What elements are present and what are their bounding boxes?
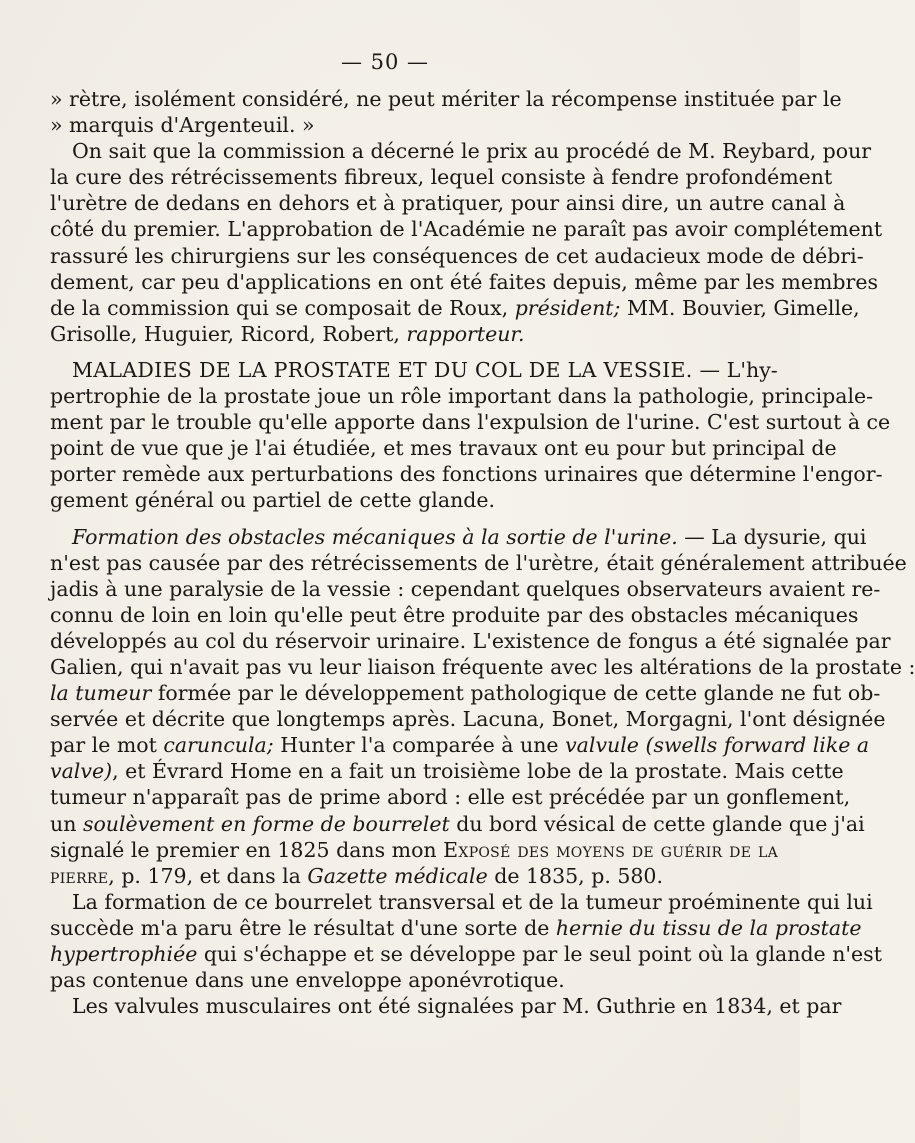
italic-term: valve)	[50, 759, 113, 784]
text-line: » rètre, isolément considéré, ne peut mériter la récompense instituée par le	[50, 87, 842, 111]
italic-term: la tumeur	[50, 681, 152, 706]
text-run: L'hy-	[720, 357, 778, 382]
text-line: pas contenue dans une enveloppe aponévrotique.	[50, 968, 565, 993]
text-line	[50, 837, 779, 863]
text-line: servée et décrite que longtemps après. Lacuna, Bonet, Morgagni, l'ont désignée	[50, 707, 886, 732]
text-line	[50, 915, 862, 941]
text-line	[50, 863, 722, 889]
text-run: formée par le développement pathologique de cette glande ne fut ob-	[151, 681, 881, 706]
text-run: , et Évrard Home en a fait un troisième lobe de la prostate. Mais cette	[112, 759, 844, 784]
text-run: de la commission qui se composait de Roux,	[50, 295, 515, 320]
text-line	[50, 732, 870, 758]
italic-term: caruncula;	[163, 733, 274, 758]
text-run: par le mot	[50, 733, 164, 758]
italic-term: hypertrophiée	[50, 942, 198, 966]
text-line: tumeur n'apparaît pas de prime abord : elle est précédée par un gonflement,	[50, 785, 851, 810]
text-run: du bord vésical de cette glande que j'ai	[449, 811, 865, 836]
members-text: MM. Bouvier, Gimelle,	[620, 295, 860, 320]
text-line: côté du premier. L'approbation de l'Académie ne paraît pas avoir complétement	[50, 217, 883, 242]
paragraph-gap	[50, 347, 722, 357]
italic-term: soulèvement en forme de bourrelet	[82, 811, 450, 836]
italic-term: (swells forward like a	[645, 733, 870, 758]
text-run: , p. 179, et dans la	[108, 863, 308, 888]
text-line: pertrophie de la prostate joue un rôle important dans la pathologie, principale-	[50, 384, 874, 409]
president-label: président;	[514, 295, 621, 320]
paragraph-prostate	[50, 357, 891, 514]
text-line	[50, 680, 881, 706]
italic-term: valvule	[565, 733, 639, 758]
text-line: La formation de ce bourrelet transversal et de la tumeur proéminente qui lui	[72, 889, 873, 914]
text-line: dement, car peu d'applications en ont été faites depuis, même par les membres	[50, 269, 878, 294]
rapporteur-label: rapporteur.	[406, 321, 525, 346]
text-line: porter remède aux perturbations des fonctions urinaires que détermine l'engor-	[50, 462, 883, 487]
paragraph-valvules	[50, 993, 842, 1019]
text-line	[50, 295, 860, 321]
text-run: un	[50, 811, 83, 836]
text-run: Hunter l'a comparée à une	[273, 733, 566, 758]
subsection-title: Formation des obstacles mécaniques à la sortie de l'urine.	[72, 524, 678, 549]
text-run: succède m'a paru être le résultat d'une sorte de	[50, 915, 556, 940]
text-line: développés au col du réservoir urinaire. L'existence de fongus a été signalée par	[50, 628, 891, 653]
text-line: gement général ou partiel de cette glande.	[50, 488, 496, 513]
text-line: connu de loin en loin qu'elle peut être produite par des obstacles mécaniques	[50, 602, 859, 627]
paragraph-gap	[50, 514, 722, 524]
text-line: n'est pas causée par des rétrécissements de l'urètre, était généralement attribuée	[50, 550, 907, 575]
journal-title: Gazette médicale	[307, 863, 488, 888]
text-run: qui s'échappe et se développe par le seul point où la glande n'est	[203, 942, 882, 966]
italic-term: hernie du tissu de la prostate	[555, 915, 862, 940]
text-line: » marquis d'Argenteuil. »	[50, 113, 315, 138]
paragraph-formation	[50, 524, 915, 889]
text-run: signalé le premier en 1825 dans mon	[50, 837, 444, 862]
text-line: Galien, qui n'avait pas vu leur liaison fréquente avec les altérations de la prostate :	[50, 654, 915, 679]
text-line: la cure des rétrécissements fibreux, lequel consiste à fendre profondément	[50, 165, 833, 190]
text-line: l'urètre de dedans en dehors et à pratiquer, pour ainsi dire, un autre canal à	[50, 191, 846, 216]
text-line	[50, 524, 867, 550]
text-run: — La dysurie, qui	[677, 524, 867, 549]
text-line: jadis à une paralysie de la vessie : cependant quelques observateurs avaient re-	[50, 576, 881, 601]
text-line	[50, 321, 722, 347]
section-heading: MALADIES DE LA PROSTATE ET DU COL DE LA VESSIE. —	[72, 357, 721, 382]
book-title-end: pierre	[50, 863, 109, 888]
text-line	[50, 811, 865, 837]
page-number: — 50 —	[340, 50, 430, 74]
paragraph-commission	[50, 138, 883, 347]
text-line: rassuré les chirurgiens sur les conséquences de cet audacieux mode de débri-	[50, 243, 864, 268]
paragraph-bourrelet	[50, 889, 882, 993]
text-line: point de vue que je l'ai étudiée, et mes travaux ont eu pour but principal de	[50, 436, 837, 461]
text-line	[50, 758, 844, 784]
text-run: de 1835, p. 580.	[487, 863, 663, 888]
text-line: On sait que la commission a décerné le prix au procédé de M. Reybard, pour	[72, 139, 872, 164]
paragraph-quote-end	[50, 86, 842, 138]
book-title: Exposé des moyens de guérir de la	[443, 837, 779, 862]
text-line	[50, 941, 882, 967]
text-line: ment par le trouble qu'elle apporte dans l'expulsion de l'urine. C'est surtout à ce	[50, 410, 891, 435]
text-line	[50, 357, 778, 383]
text-line: Les valvules musculaires ont été signalées par M. Guthrie en 1834, et par	[72, 994, 842, 1019]
text-run: Grisolle, Huguier, Ricord, Robert,	[50, 321, 407, 346]
body-text	[50, 86, 915, 1019]
